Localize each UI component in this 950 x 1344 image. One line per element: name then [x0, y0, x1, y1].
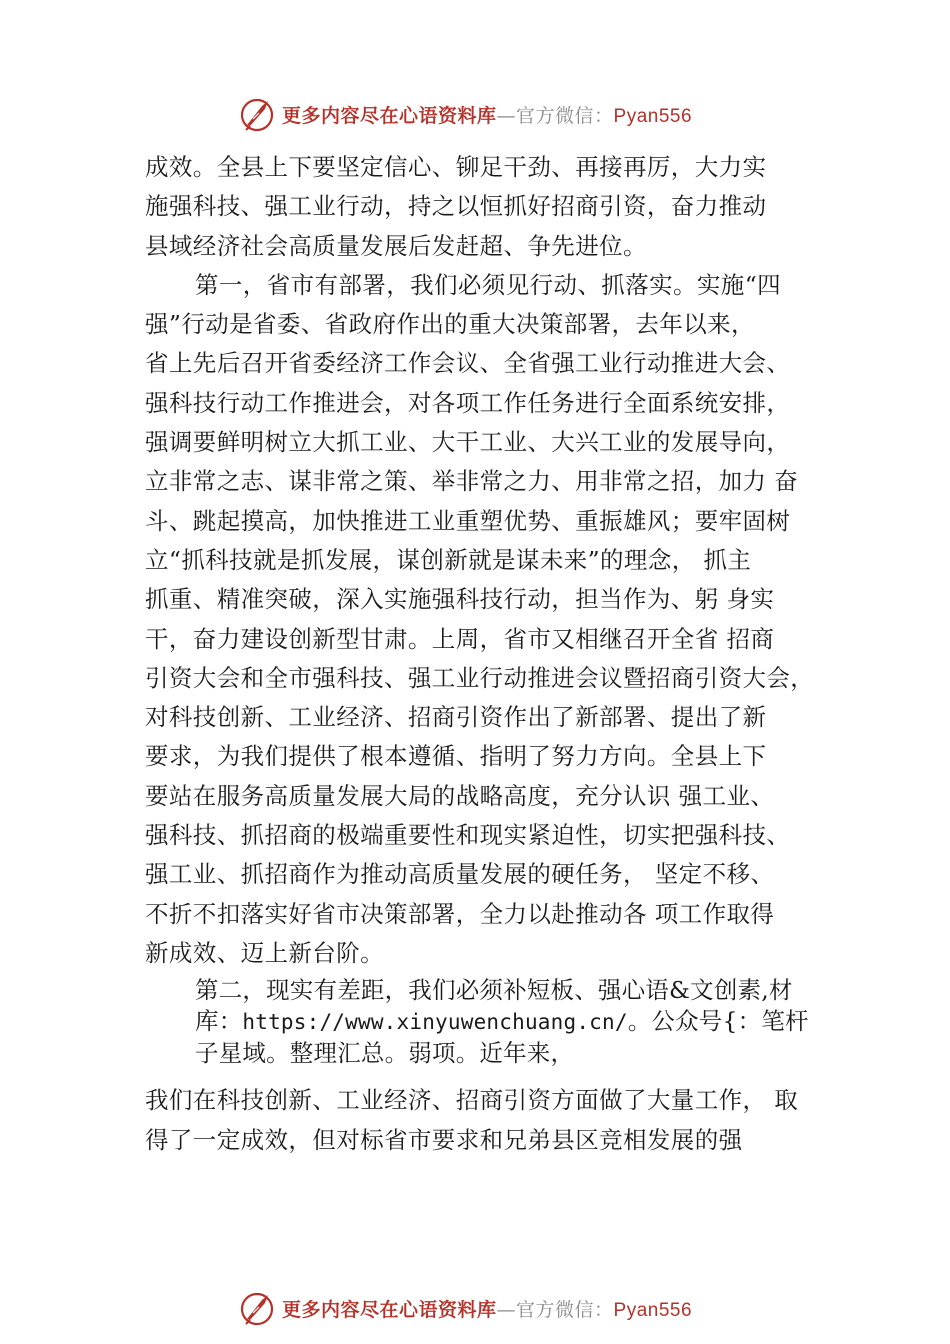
watermark-wechat-id: Pyan556 [613, 1299, 693, 1321]
text-line [195, 1006, 835, 1038]
text-line: 第二，现实有差距，我们必须补短板、强心语&文创素,材 [195, 976, 793, 1005]
text-line: 立“抓科技就是抓发展，谋创新就是谋未来”的理念， 抓主 [145, 545, 752, 574]
section-two-heading-note [195, 975, 835, 1069]
watermark-text [282, 1295, 692, 1322]
text-line: 引资大会和全市强科技、强工业行动推进会议暨招商引资大会， [145, 663, 815, 692]
note-suffix: 。公众号{：笔杆 [627, 1007, 809, 1036]
text-line: 强科技行动工作推进会，对各项工作任务进行全面系统安排， [145, 388, 791, 417]
watermark-text [282, 101, 692, 128]
text-line: 强”行动是省委、省政府作出的重大决策部署，去年以来， [145, 310, 755, 339]
text-line: 新成效、迈上新台阶。 [145, 938, 384, 967]
text-line: 施强科技、强工业行动，持之以恒抓好招商引资，奋力推动 [145, 192, 767, 221]
text-line: 强科技、抓招商的极端重要性和现实紧迫性，切实把强科技、 [145, 821, 791, 850]
text-line: 第一，省市有部署，我们必须见行动、抓落实。实施“四 [195, 270, 782, 299]
watermark-label: 官方微信： [516, 104, 614, 127]
quill-pen-logo-icon [238, 1289, 276, 1327]
note-prefix: 库： [195, 1007, 243, 1036]
text-line: 得了一定成效，但对标省市要求和兄弟县区竞相发展的强 [145, 1125, 743, 1154]
text-line: 强工业、抓招商作为推动高质量发展的硬任务， 坚定不移、 [145, 860, 775, 889]
header-watermark-banner [238, 94, 758, 134]
footer-watermark-banner [238, 1288, 758, 1328]
source-url-link[interactable]: https://www.xinyuwenchuang.cn/ [242, 1010, 628, 1035]
text-line: 要求，为我们提供了根本遵循、指明了努力方向。全县上下 [145, 742, 767, 771]
intro-paragraph [145, 148, 835, 266]
text-line: 我们在科技创新、工业经济、招商引资方面做了大量工作， 取 [145, 1086, 799, 1115]
text-line: 成效。全县上下要坚定信心、铆足干劲、再接再厉，大力实 [145, 153, 767, 181]
document-body [145, 148, 835, 1160]
text-line: 要站在服务高质量发展大局的战略高度，充分认识 强工业、 [145, 781, 775, 810]
text-line: 立非常之志、谋非常之策、举非常之力、用非常之招，加力 奋 [145, 467, 799, 496]
watermark-prefix: 更多内容尽在心语资料库 [282, 1298, 497, 1321]
text-line: 不折不扣落实好省市决策部署，全力以赴推动各 项工作取得 [145, 899, 775, 928]
watermark-separator: — [496, 1298, 517, 1321]
text-line: 子星域。整理汇总。弱项。近年来， [195, 1039, 575, 1068]
text-line: 县域经济社会高质量发展后发赶超、争先进位。 [145, 231, 647, 260]
watermark-prefix: 更多内容尽在心语资料库 [282, 104, 497, 127]
text-line: 抓重、精准突破，深入实施强科技行动，担当作为、躬 身实 [145, 585, 775, 614]
text-line: 干，奋力建设创新型甘肃。上周，省市又相继召开全省 招商 [145, 624, 775, 653]
text-line: 斗、跳起摸高，加快推进工业重塑优势、重振雄风；要牢固树 [145, 506, 791, 535]
text-line: 强调要鲜明树立大抓工业、大干工业、大兴工业的发展导向， [145, 428, 791, 457]
section-two-paragraph [145, 1081, 835, 1160]
watermark-wechat-id: Pyan556 [613, 105, 693, 127]
watermark-label: 官方微信： [516, 1298, 614, 1321]
quill-pen-logo-icon [238, 95, 276, 133]
text-line: 对科技创新、工业经济、招商引资作出了新部署、提出了新 [145, 703, 767, 732]
watermark-separator: — [496, 104, 517, 127]
text-line: 省上先后召开省委经济工作会议、全省强工业行动推进大会、 [145, 349, 791, 378]
section-one-paragraph [145, 266, 835, 973]
